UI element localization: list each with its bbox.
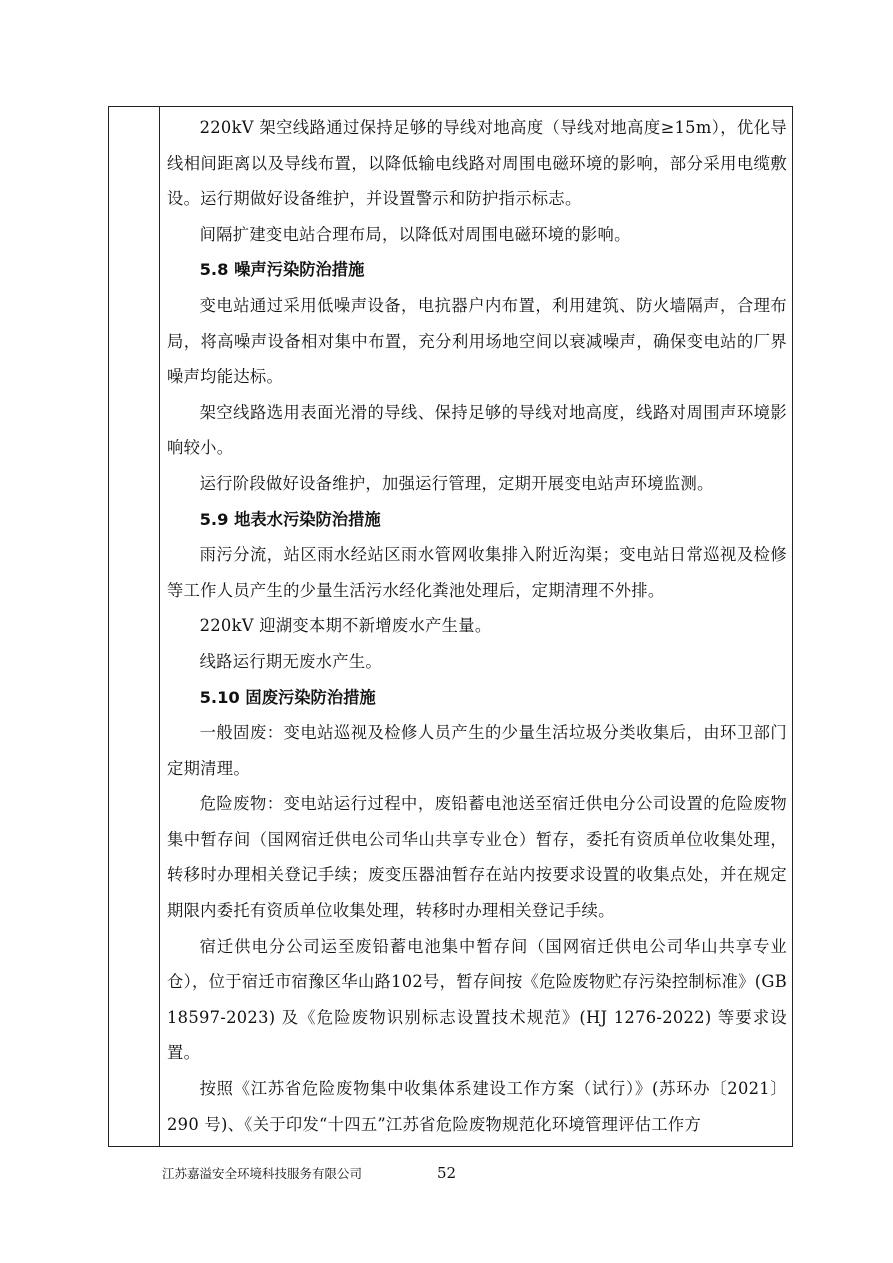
table-label-column	[109, 107, 160, 1146]
paragraph: 一般固废：变电站巡视及检修人员产生的少量生活垃圾分类收集后，由环卫部门定期清理。	[167, 723, 787, 778]
section-heading: 5.9 地表水污染防治措施	[199, 509, 381, 529]
footer-company-name: 江苏嘉溢安全环境科技服务有限公司	[162, 1166, 363, 1181]
paragraph: 危险废物：变电站运行过程中，废铅蓄电池送至宿迁供电分公司设置的危险废物集中暂存间（国网宿迁供电公司华山共享专业仓）暂存，委托有资质单位收集处理，转移时办理相关登记手续；废变压器油暂存在站内按要求设置的收集点处，并在规定期限内委托有资质单位收集处理，转移时办理相关登记手续。	[167, 794, 787, 921]
paragraph: 220kV 架空线路通过保持足够的导线对地高度（导线对地高度≥15m），优化导线相间距离以及导线布置，以降低输电线路对周围电磁环境的影响，部分采用电缆敷设。运行期做好设备维护，并设置警示和防护指示标志。	[167, 118, 787, 209]
paragraph: 线路运行期无废水产生。	[199, 651, 382, 671]
paragraph: 按照《江苏省危险废物集中收集体系建设工作方案（试行）》(苏环办〔2021〕290 号)、《关于印发“十四五”江苏省危险废物规范化环境管理评估工作方	[167, 1079, 787, 1134]
content-table	[108, 106, 793, 1147]
paragraph: 架空线路选用表面光滑的导线、保持足够的导线对地高度，线路对周围声环境影响较小。	[167, 402, 787, 458]
paragraph: 宿迁供电分公司运至废铅蓄电池集中暂存间（国网宿迁供电公司华山共享专业仓），位于宿迁市宿豫区华山路102号，暂存间按《危险废物贮存污染控制标准》(GB 18597-2023) 及《危险废物识别标志设置技术规范》(HJ 1276-2022) 等要求设置。	[167, 936, 787, 1063]
paragraph: 变电站通过采用低噪声设备，电抗器户内布置，利用建筑、防火墙隔声，合理布局，将高噪声设备相对集中布置，充分利用场地空间以衰减噪声，确保变电站的厂界噪声均能达标。	[167, 295, 787, 387]
paragraph: 雨污分流，站区雨水经站区雨水管网收集排入附近沟渠；变电站日常巡视及检修等工作人员产生的少量生活污水经化粪池处理后，定期清理不外排。	[167, 545, 787, 600]
section-heading: 5.10 固废污染防治措施	[199, 687, 376, 707]
paragraph: 间隔扩建变电站合理布局，以降低对周围电磁环境的影响。	[199, 224, 631, 244]
table-content-cell	[167, 110, 787, 1142]
page-number: 52	[437, 1164, 457, 1182]
paragraph: 220kV 迎湖变本期不新增废水产生量。	[199, 616, 492, 636]
section-heading: 5.8 噪声污染防治措施	[199, 260, 365, 280]
paragraph: 运行阶段做好设备维护，加强运行管理，定期开展变电站声环境监测。	[199, 473, 714, 493]
